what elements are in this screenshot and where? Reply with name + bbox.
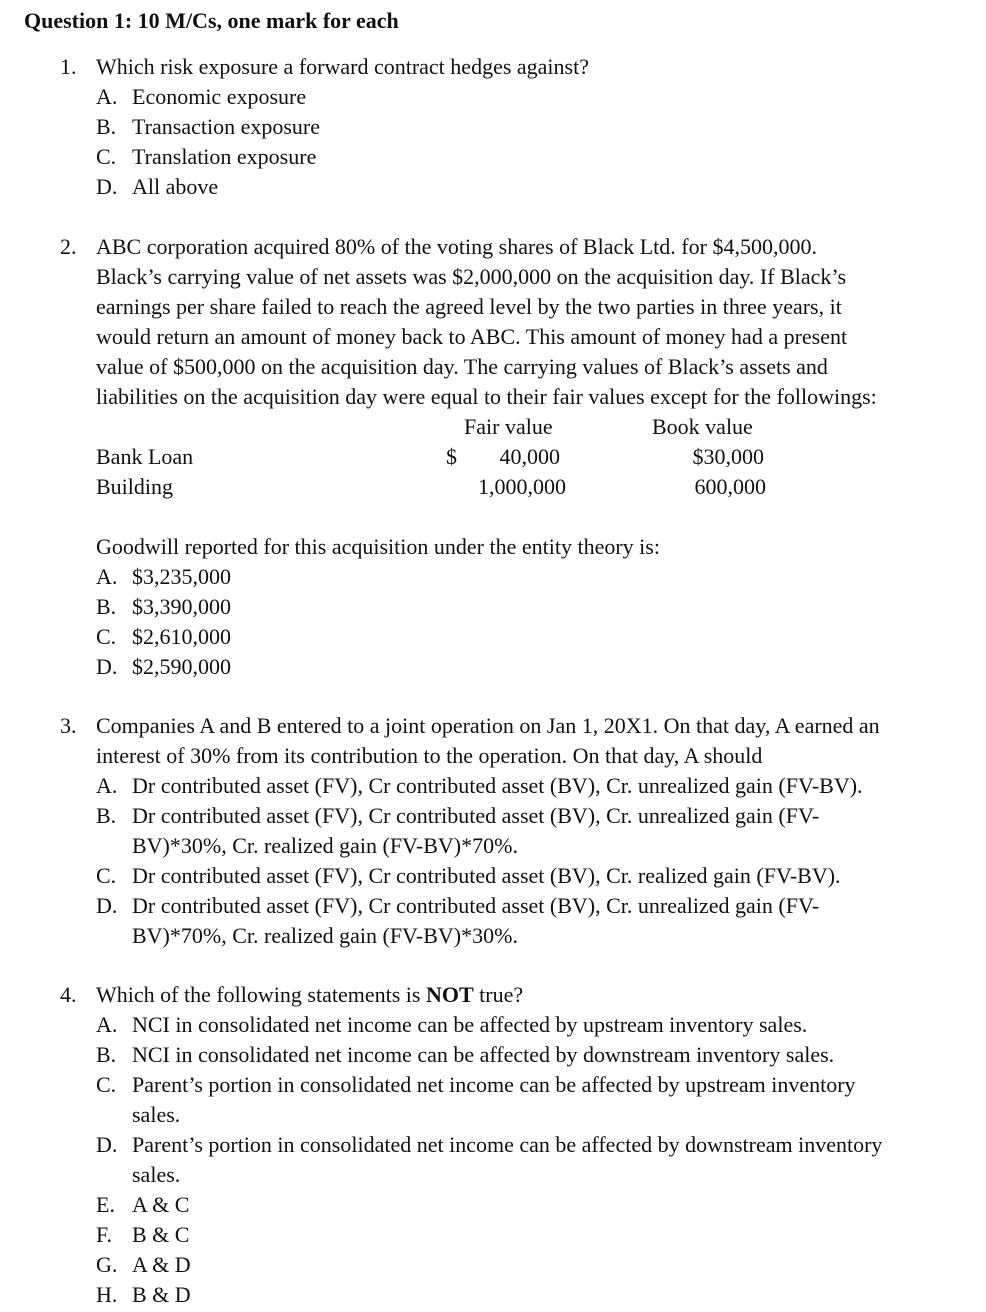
option-d[interactable]: D. Parent’s portion in consolidated net income can be affected by downstream inventory <box>96 1132 883 1157</box>
question-number: 2. <box>60 234 77 259</box>
option-b[interactable]: B. NCI in consolidated net income can be affected by downstream inventory sales. <box>96 1042 835 1067</box>
option-b-continued[interactable]: BV)*30%, Cr. realized gain (FV-BV)*70%. <box>132 833 518 858</box>
question-stem: 3. Companies A and B entered to a joint operation on Jan 1, 20X1. On that day, A earned an <box>0 711 986 741</box>
stem-line: value of $500,000 on the acquisition day. The carrying values of Black’s assets and <box>96 354 828 379</box>
question-number: 3. <box>60 713 77 738</box>
option-b[interactable]: B. Transaction exposure <box>96 114 320 139</box>
question-number: 1. <box>60 54 77 79</box>
stem-line: liabilities on the acquisition day were equal to their fair values except for the followings: <box>96 384 877 409</box>
option-c[interactable]: C. Parent’s portion in consolidated net income can be affected by upstream inventory <box>96 1072 856 1097</box>
table-row <box>0 442 986 472</box>
option-d[interactable]: D. All above <box>96 174 219 199</box>
option-c-continued[interactable]: sales. <box>132 1102 181 1127</box>
currency-symbol: $ <box>446 444 457 469</box>
option-g[interactable]: G. A & D <box>96 1252 191 1277</box>
option-b[interactable]: B. $3,390,000 <box>96 594 231 619</box>
emphasis-not: NOT <box>425 982 474 1007</box>
book-value: 600,000 <box>694 474 766 499</box>
fair-value: 1,000,000 <box>478 474 566 499</box>
question-1 <box>0 52 986 202</box>
option-b[interactable]: B. Dr contributed asset (FV), Cr contributed asset (BV), Cr. unrealized gain (FV- <box>96 803 820 828</box>
row-item: Bank Loan <box>96 444 194 469</box>
option-d[interactable]: D. $2,590,000 <box>96 654 231 679</box>
option-h[interactable]: H. B & D <box>96 1282 191 1307</box>
question-number: 4. <box>60 982 77 1007</box>
option-a[interactable]: A. $3,235,000 <box>96 564 231 589</box>
question-4 <box>0 980 986 1310</box>
question-2 <box>0 232 986 682</box>
option-e[interactable]: E. A & C <box>96 1192 190 1217</box>
table-header <box>0 412 986 442</box>
option-a[interactable]: A. Dr contributed asset (FV), Cr contributed asset (BV), Cr. unrealized gain (FV-BV). <box>96 773 863 798</box>
question-stem: 1. Which risk exposure a forward contract hedges against? <box>0 52 986 82</box>
option-a[interactable]: A. NCI in consolidated net income can be affected by upstream inventory sales. <box>96 1012 808 1037</box>
option-c[interactable]: C. Dr contributed asset (FV), Cr contributed asset (BV), Cr. realized gain (FV-BV). <box>96 863 841 888</box>
header-book-value: Book value <box>652 414 753 439</box>
stem-line: Black’s carrying value of net assets was $2,000,000 on the acquisition day. If Black’s <box>96 264 847 289</box>
stem-line: interest of 30% from its contribution to the operation. On that day, A should <box>96 743 763 768</box>
table-row <box>0 472 986 502</box>
question-3 <box>0 711 986 951</box>
book-value: $30,000 <box>692 444 764 469</box>
option-f[interactable]: F. B & C <box>96 1222 190 1247</box>
question-stem: 2. ABC corporation acquired 80% of the voting shares of Black Ltd. for $4,500,000. <box>0 232 986 262</box>
option-c[interactable]: C. $2,610,000 <box>96 624 231 649</box>
row-item: Building <box>96 474 174 499</box>
option-d-continued[interactable]: BV)*70%, Cr. realized gain (FV-BV)*30%. <box>132 923 518 948</box>
question-prompt: Goodwill reported for this acquisition under the entity theory is: <box>96 534 660 559</box>
stem-line: would return an amount of money back to ABC. This amount of money had a present <box>96 324 848 349</box>
option-d[interactable]: D. Dr contributed asset (FV), Cr contributed asset (BV), Cr. unrealized gain (FV- <box>96 893 820 918</box>
stem-line: earnings per share failed to reach the agreed level by the two parties in three years, it <box>96 294 842 319</box>
header-fair-value: Fair value <box>464 414 553 439</box>
fair-value: 40,000 <box>499 444 560 469</box>
option-a[interactable]: A. Economic exposure <box>96 84 307 109</box>
option-c[interactable]: C. Translation exposure <box>96 144 317 169</box>
section-title: Question 1: 10 M/Cs, one mark for each <box>24 8 399 33</box>
option-d-continued[interactable]: sales. <box>132 1162 181 1187</box>
question-stem: 4. Which of the following statements is NOT true? <box>0 980 986 1010</box>
